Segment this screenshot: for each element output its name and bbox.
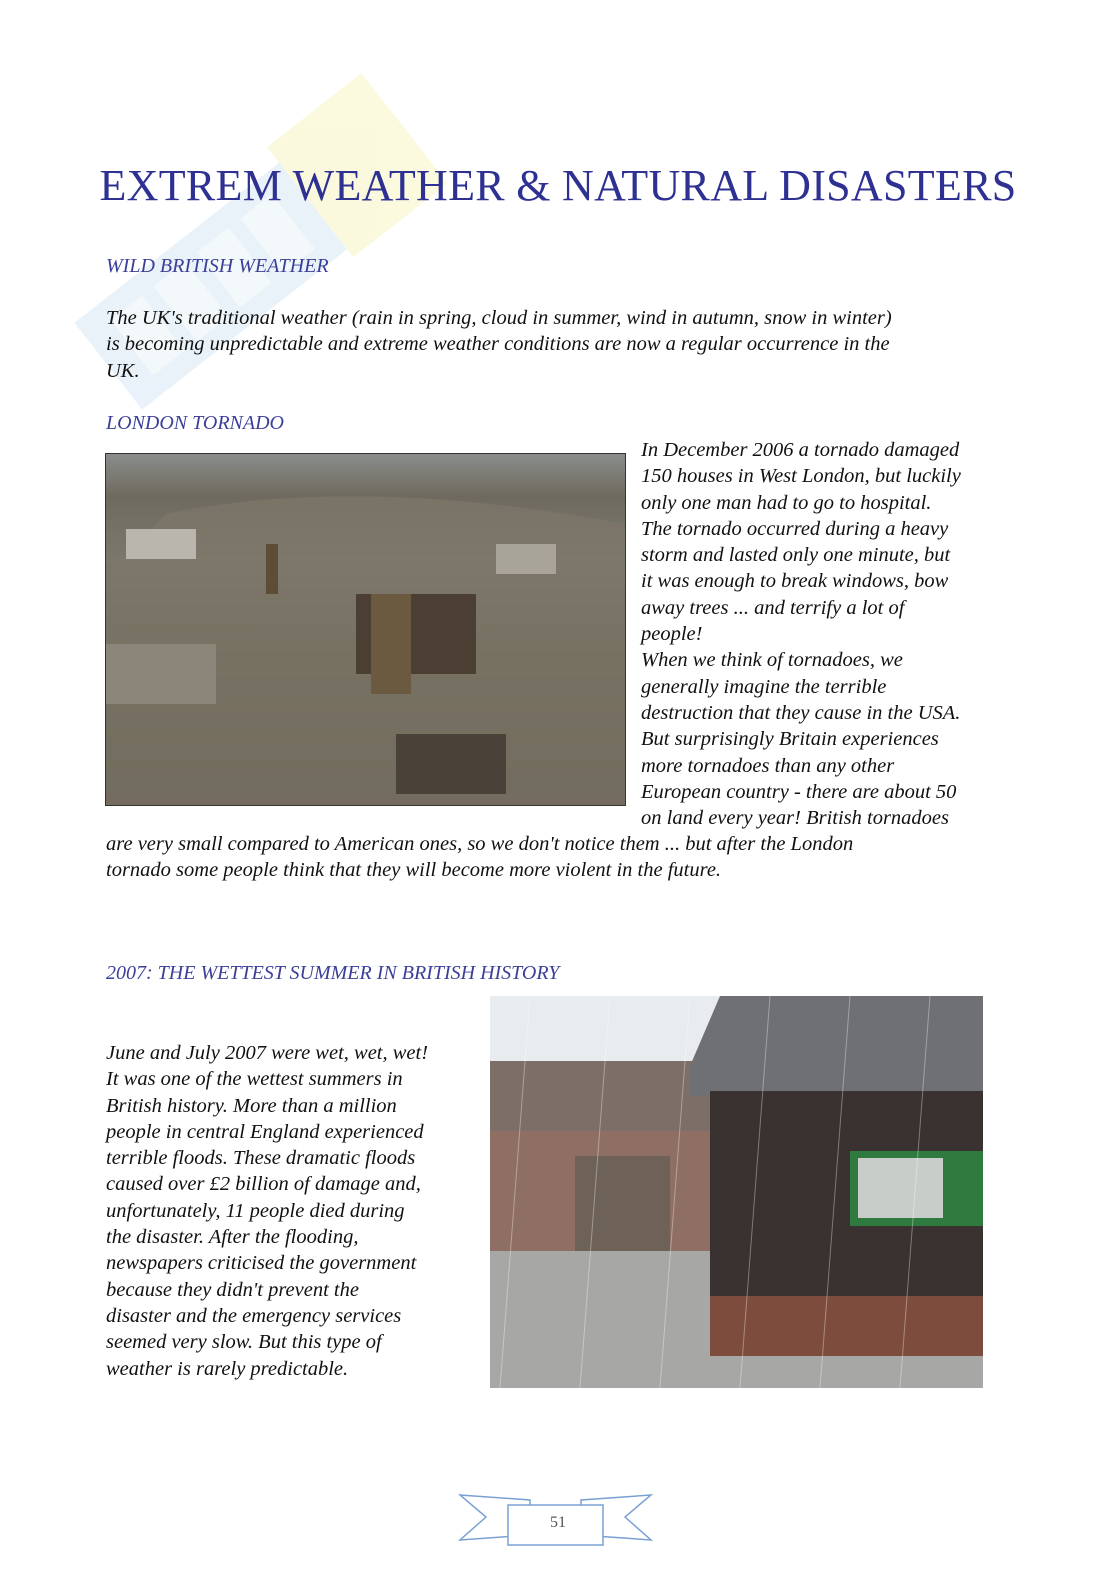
text-line: the disaster. After the flooding,: [106, 1226, 359, 1249]
text-line: away trees ... and terrify a lot of: [641, 596, 905, 619]
text-line: more tornadoes than any other: [641, 754, 895, 777]
text-line: seemed very slow. But this type of: [106, 1331, 382, 1354]
text-line: is becoming unpredictable and extreme weather conditions are now a regular occurrence in the: [106, 333, 890, 356]
text-line: it was enough to break windows, bow: [641, 570, 949, 593]
text-line: newspapers criticised the government: [106, 1252, 417, 1275]
text-line: When we think of tornadoes, we: [641, 649, 903, 672]
page-number: 51: [550, 1514, 566, 1531]
section-heading: WILD BRITISH WEATHER: [106, 255, 329, 277]
text-line: It was one of the wettest summers in: [106, 1068, 403, 1091]
london-flood-photo: [105, 453, 626, 806]
text-line: European country - there are about 50: [641, 780, 957, 803]
text-line: tornado some people think that they will become more violent in the future.: [106, 859, 722, 882]
section-heading: LONDON TORNADO: [106, 412, 284, 434]
text-line: people!: [641, 623, 703, 646]
text-line: British history. More than a million: [106, 1094, 397, 1117]
text-line: generally imagine the terrible: [641, 675, 887, 698]
text-line: caused over £2 billion of damage and,: [106, 1173, 421, 1196]
text-line: storm and lasted only one minute, but: [641, 544, 951, 567]
text-line: people in central England experienced: [106, 1120, 424, 1143]
page-title: EXTREM WEATHER & NATURAL DISASTERS: [99, 161, 1017, 210]
text-line: June and July 2007 were wet, wet, wet!: [106, 1042, 429, 1064]
section-heading: 2007: THE WETTEST SUMMER IN BRITISH HISTORY: [106, 962, 560, 984]
summer-paragraph: [106, 1040, 428, 1382]
text-line: The UK's traditional weather (rain in spring, cloud in summer, wind in autumn, snow in winter): [106, 307, 892, 329]
tornado-full-text: [106, 831, 853, 884]
text-line: only one man had to go to hospital.: [641, 491, 932, 514]
rain-photo: [490, 996, 983, 1388]
text-line: disaster and the emergency services: [106, 1304, 402, 1327]
text-line: 150 houses in West London, but luckily: [641, 465, 961, 488]
text-line: weather is rarely predictable.: [106, 1357, 349, 1380]
text-line: In December 2006 a tornado damaged: [641, 439, 960, 461]
tornado-side-text: [641, 437, 961, 831]
text-line: are very small compared to American ones, so we don't notice them ... but after the London: [106, 833, 854, 855]
text-line: The tornado occurred during a heavy: [641, 517, 949, 540]
text-line: destruction that they cause in the USA.: [641, 701, 961, 724]
text-line: But surprisingly Britain experiences: [641, 728, 939, 751]
text-line: on land every year! British tornadoes: [641, 807, 950, 830]
text-line: terrible floods. These dramatic floods: [106, 1147, 416, 1170]
text-line: UK.: [106, 359, 140, 382]
text-line: unfortunately, 11 people died during: [106, 1199, 405, 1222]
intro-paragraph: [106, 305, 892, 384]
text-line: because they didn't prevent the: [106, 1278, 359, 1301]
